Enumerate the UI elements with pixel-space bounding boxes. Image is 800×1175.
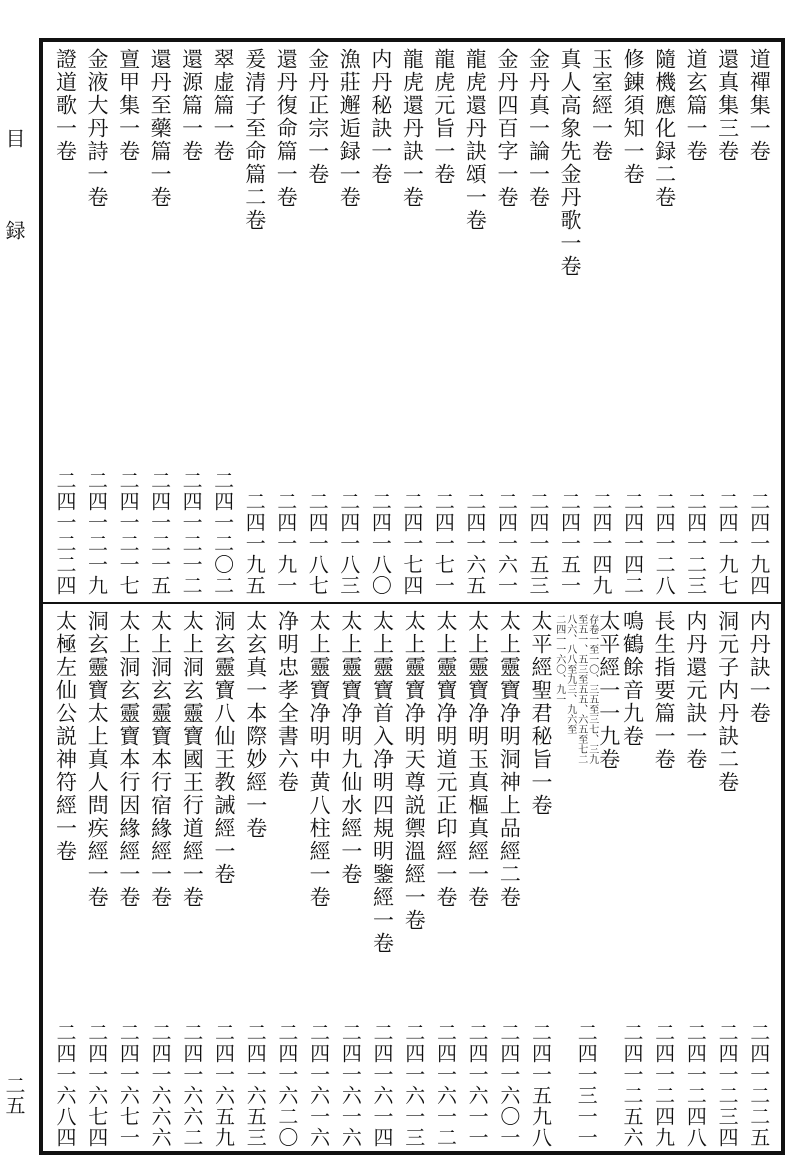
entry-title: 太平經聖君秘旨一卷 [529,610,554,817]
entry-title: 太上靈寶首入净明四規明鑒經一卷 [370,610,395,955]
entry-title: 太上洞玄靈寶本行宿緣經一卷 [148,610,173,909]
page-number: 二五 [2,1075,26,1115]
entry-title: 金丹四百字一卷 [494,48,519,209]
entry-title-group [685,610,706,771]
entry-title: 亶甲集一卷 [116,48,141,163]
entry-title: 太極左仙公説神符經一卷 [53,610,78,863]
catalog-entry [681,610,709,1148]
entry-title: 太上靈寶净明中黄八柱經一卷 [307,610,332,909]
catalog-entry [492,48,520,596]
catalog-entry [240,48,268,596]
entry-title-group [118,48,139,163]
entry-volume-number: 二四一六二〇 [274,1022,299,1148]
entry-title-group [180,610,205,909]
entry-volume-number: 二四一七一 [431,491,456,596]
catalog-entry [461,48,489,596]
entry-title: 證道歌一卷 [53,48,78,163]
entry-volume-number: 二四一六七四 [84,1022,109,1148]
catalog-lower-section [51,610,773,1148]
entry-title: 内丹訣一卷 [747,610,772,725]
entry-title: 太上靈寶净明九仙水經一卷 [338,610,363,886]
entry-title-group [274,48,299,209]
catalog-entry [398,48,426,596]
entry-volume-number: 二四一二二四 [53,470,77,596]
entry-title: 内丹秘訣一卷 [368,48,393,186]
catalog-entry [527,610,555,1148]
entry-title-group [275,610,300,794]
catalog-entry [177,48,205,596]
entry-volume-number: 二四一四九 [589,491,614,596]
entry-title-group [400,48,425,209]
entry-title-group [554,610,619,771]
entry-title-group [684,48,709,163]
entry-title-group [463,48,488,232]
entry-title-group [118,610,139,909]
entry-title: 還源篇一卷 [179,48,204,163]
entry-title-group [85,48,110,209]
entry-title: 净明忠孝全書六卷 [275,610,300,794]
entry-volume-number: 二四一二三 [683,491,708,596]
catalog-entry [146,48,174,596]
entry-title-group [211,48,236,163]
entry-title-group [337,48,362,209]
catalog-entry [553,610,621,1148]
catalog-entry [272,48,300,596]
catalog-entry [587,48,615,596]
entry-title: 太上靈寶净明玉真樞真經一卷 [465,610,490,909]
entry-title: 還丹至藥篇一卷 [148,48,173,209]
entry-title-group [245,610,266,840]
entry-volume-number: 二四一五一 [557,491,582,596]
catalog-entry [463,610,491,1148]
entry-title-group [55,610,76,863]
catalog-entry [336,610,364,1148]
entry-volume-number: 二四一五九八 [528,1022,553,1148]
entry-title: 爰清子至命篇二卷 [242,48,267,232]
entry-title: 太上靈寶净明洞神上品經二卷 [497,610,522,909]
entry-title-group [372,610,393,955]
catalog-entry [83,610,111,1148]
entry-volume-number: 二四一二一九 [84,470,109,596]
catalog-entry [650,48,678,596]
catalog-entry [368,610,396,1148]
entry-title-group [85,610,110,909]
catalog-entry [524,48,552,596]
entry-title-group [55,48,76,163]
entry-title: 太上洞玄靈寶國王行道經一卷 [180,610,205,909]
entry-title: 洞玄靈寶太上真人問疾經一卷 [85,610,110,909]
entry-title: 太上靈寶净明天尊説禦溫經一卷 [402,610,427,932]
entry-title: 翠虚篇一卷 [211,48,236,163]
catalog-entry [366,48,394,596]
entry-title: 修錬須知一卷 [621,48,646,186]
entry-volume-number: 二四一六七一 [116,1022,141,1148]
entry-title-group [181,48,202,163]
entry-volume-number: 二四一二一二 [179,470,204,596]
entry-title: 太平經一一九卷 [596,610,621,771]
entry-title: 道禪集一卷 [747,48,772,163]
entry-note: 至五一、五三至五五、六五至七二 [575,614,587,764]
entry-title: 太上靈寶净明道元正印經一卷 [433,610,458,909]
entry-title: 隨機應化録二卷 [652,48,677,209]
entry-volume-number: 二四一三一一 [574,1022,599,1148]
entry-title-group [402,610,427,932]
entry-title: 漁莊邂逅録一卷 [337,48,362,209]
entry-volume-number: 二四一二八 [652,491,677,596]
entry-title: 還丹復命篇一卷 [274,48,299,209]
entry-volume-number: 二四一六一一 [465,1022,490,1148]
entry-volume-number: 二四一五三 [525,491,550,596]
entry-title: 道玄篇一卷 [684,48,709,163]
catalog-entry [682,48,710,596]
entry-title-group [467,610,488,909]
catalog-entry [51,610,79,1148]
entry-title-group [244,48,265,232]
catalog-entry [431,610,459,1148]
catalog-entry [210,610,238,1148]
entry-title-group [148,48,173,209]
catalog-entry [400,610,428,1148]
entry-title: 金丹真一論一卷 [526,48,551,209]
entry-title: 長生指要篇一卷 [652,610,677,771]
entry-volume-number: 二四一二〇二 [210,470,235,596]
entry-title: 真人高象先金丹歌一卷 [558,48,582,278]
catalog-entry [178,610,206,1148]
entry-title-group [433,48,454,186]
entry-title-group [652,610,677,771]
entry-title-group [747,610,772,725]
catalog-entry [745,48,773,596]
entry-volume-number: 二四一二一五 [147,470,172,596]
entry-title-group [526,48,551,209]
entry-title: 金丹正宗一卷 [305,48,330,186]
entry-volume-number: 二四一九五 [242,491,267,596]
entry-title-group [370,48,391,186]
entry-title-group [340,610,361,886]
entry-note: 八六、八八至九三、九六至 [564,614,576,734]
entry-title: 鳴鶴餘音九卷 [620,610,645,748]
entry-volume-number: 二四一九七 [715,491,740,596]
entry-title: 洞元子内丹訣二卷 [715,610,740,794]
catalog-entry [241,610,269,1148]
entry-title: 太玄真一本際妙經一卷 [243,610,268,840]
catalog-entry [146,610,174,1148]
catalog-entry [305,610,333,1148]
entry-note: 二四一一六〇、九一 [553,614,565,704]
entry-title-group [529,610,554,817]
entry-title-group [717,610,738,794]
entry-title: 洞玄靈寶八仙王教誡經一卷 [212,610,237,886]
entry-title: 玉室經一卷 [589,48,614,163]
catalog-frame [39,38,785,1155]
entry-volume-number: 二四一六一六 [338,1022,363,1148]
entry-title-group [150,610,171,909]
catalog-entry [303,48,331,596]
entry-title-group [307,48,328,186]
entry-title-group [654,48,675,209]
entry-volume-number: 二四一八三 [336,491,361,596]
catalog-upper-section [51,48,773,596]
entry-title-group [212,610,237,886]
section-label: 目録 [2,128,26,312]
catalog-entry [335,48,363,596]
catalog-entry [745,610,773,1148]
catalog-entry [556,48,584,596]
entry-volume-number: 二四一九四 [746,491,771,596]
entry-volume-number: 二四一二三四 [715,1022,740,1148]
entry-volume-number: 二四一六六六 [148,1022,173,1148]
entry-volume-number: 二四一六五三 [243,1022,268,1148]
entry-title: 内丹還元訣一卷 [683,610,708,771]
entry-title-group [591,48,612,163]
entry-title: 龍虎還丹訣頌一卷 [463,48,488,232]
entry-volume-number: 二四一四二 [620,491,645,596]
entry-volume-number: 二四一二四九 [651,1022,676,1148]
entry-note: 存卷一至一〇、三五至三七、三九 [586,614,598,764]
entry-title: 還真集三卷 [715,48,740,163]
catalog-entry [209,48,237,596]
catalog-entry [713,48,741,596]
entry-volume-number: 二四一六五九 [211,1022,236,1148]
entry-volume-number: 二四一六一三 [401,1022,426,1148]
entry-title-group [497,610,522,909]
entry-title: 龍虎還丹訣一卷 [400,48,425,209]
catalog-entry [273,610,301,1148]
entry-title-group [747,48,772,163]
entry-title: 金液大丹詩一卷 [85,48,110,209]
catalog-entry [83,48,111,596]
entry-title-group [621,48,646,186]
catalog-entry [495,610,523,1148]
catalog-entry [114,610,142,1148]
entry-title: 太上洞玄靈寶本行因緣經一卷 [116,610,141,909]
entry-volume-number: 二四一二一七 [116,470,141,596]
entry-volume-number: 二四一六一四 [370,1022,395,1148]
catalog-entry [429,48,457,596]
entry-title: 龍虎元旨一卷 [431,48,456,186]
entry-volume-number: 二四一六一二 [433,1022,458,1148]
entry-title-group [496,48,517,209]
catalog-entry [650,610,678,1148]
entry-volume-number: 二四一七四 [399,491,424,596]
entry-title-group [620,610,645,748]
entry-title-group [559,48,580,278]
entry-volume-number: 二四一六〇一 [496,1022,521,1148]
entry-title-group [307,610,332,909]
entry-volume-number: 二四一六一 [494,491,519,596]
catalog-entry [618,610,646,1148]
entry-volume-number: 二四一六五 [462,491,487,596]
entry-title-group [435,610,456,909]
entry-volume-number: 二四一八〇 [368,491,393,596]
catalog-entry [51,48,79,596]
catalog-entry [114,48,142,596]
section-divider [43,602,781,604]
entry-volume-number: 二四一二二五 [746,1022,771,1148]
entry-volume-number: 二四一六八四 [53,1022,77,1148]
entry-volume-number: 二四一九一 [273,491,298,596]
entry-volume-number: 二四一六六二 [179,1022,204,1148]
entry-volume-number: 二四一二五六 [619,1022,644,1148]
entry-volume-number: 二四一二四八 [683,1022,708,1148]
entry-volume-number: 二四一八七 [305,491,330,596]
entry-volume-number: 二四一六一六 [306,1022,331,1148]
catalog-entry [619,48,647,596]
catalog-entry [713,610,741,1148]
entry-title-group [717,48,738,163]
